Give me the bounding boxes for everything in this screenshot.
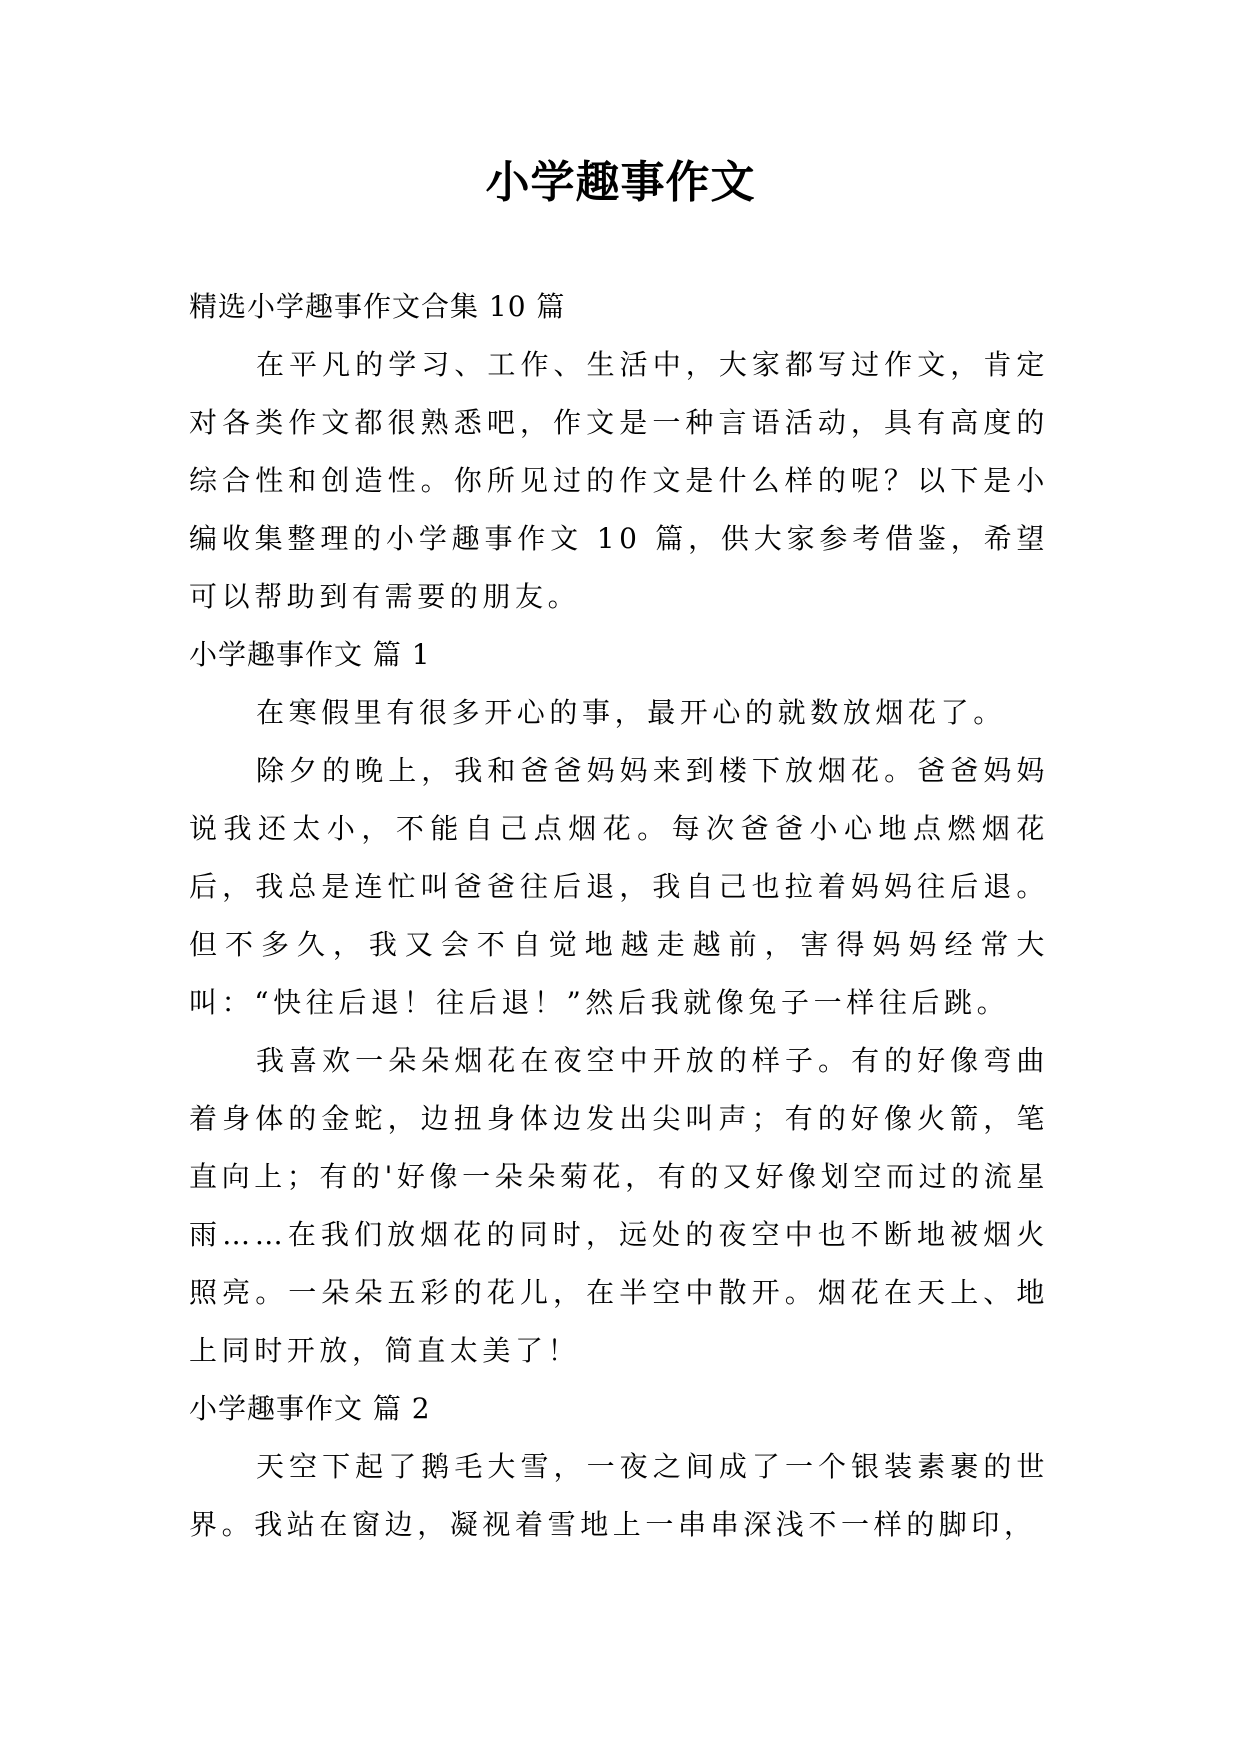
section-1-paragraph-2: 除夕的晚上，我和爸爸妈妈来到楼下放烟花。爸爸妈妈说我还太小，不能自己点烟花。每次爸爸小心地点燃烟花后，我总是连忙叫爸爸往后退，我自己也拉着妈妈往后退。但不多久，我又会不自觉地越走越前，害得妈妈经常大叫：“快往后退！往后退！”然后我就像兔子一样往后跳。 — [189, 754, 1049, 1019]
section-1-heading: 小学趣事作文 篇 1 — [189, 638, 431, 671]
section-2-paragraph-1: 天空下起了鹅毛大雪，一夜之间成了一个银装素裹的世界。我站在窗边，凝视着雪地上一串串深浅不一样的脚印， — [189, 1450, 1049, 1541]
section-2-heading: 小学趣事作文 篇 2 — [189, 1392, 431, 1425]
document-title: 小学趣事作文 — [485, 157, 756, 208]
document-body — [189, 278, 1049, 1554]
intro-paragraph: 在平凡的学习、工作、生活中，大家都写过作文，肯定对各类作文都很熟悉吧，作文是一种言语活动，具有高度的综合性和创造性。你所见过的作文是什么样的呢？以下是小编收集整理的小学趣事作文 10 篇，供大家参考借鉴，希望可以帮助到有需要的朋友。 — [189, 348, 1049, 613]
collection-subtitle: 精选小学趣事作文合集 10 篇 — [189, 290, 566, 323]
section-1-paragraph-3: 我喜欢一朵朵烟花在夜空中开放的样子。有的好像弯曲着身体的金蛇，边扭身体边发出尖叫声；有的好像火箭，笔直向上；有的'好像一朵朵菊花，有的又好像划空而过的流星雨……在我们放烟花的同时，远处的夜空中也不断地被烟火照亮。一朵朵五彩的花儿，在半空中散开。烟花在天上、地上同时开放，简直太美了！ — [189, 1044, 1049, 1367]
section-1-paragraph-1: 在寒假里有很多开心的事，最开心的就数放烟花了。 — [256, 696, 1006, 729]
